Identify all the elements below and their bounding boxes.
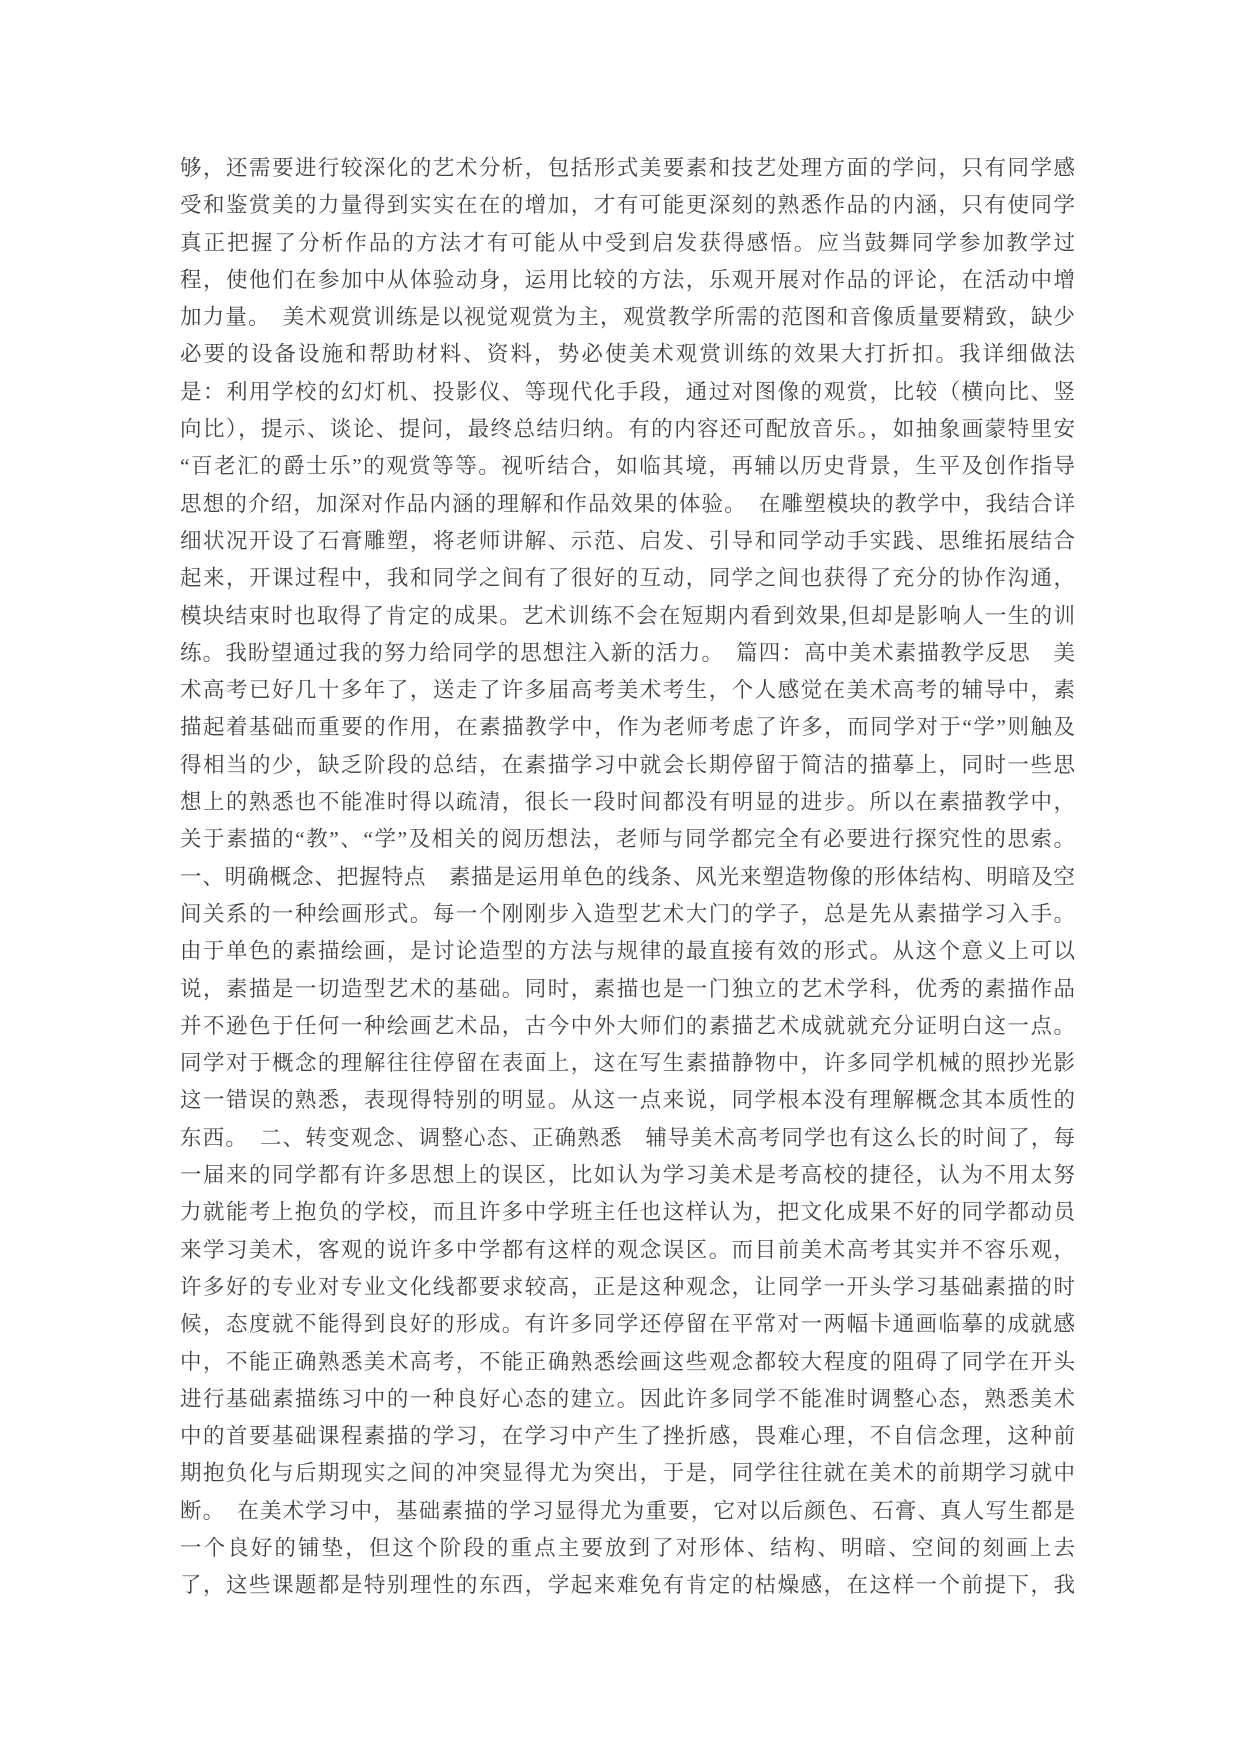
text-line: 受和鉴赏美的力量得到实实在在的增加，才有可能更深刻的熟悉作品的内涵，只有使同学 bbox=[180, 193, 1075, 218]
text-line: 间关系的一种绘画形式。每一个刚刚步入造型艺术大门的学子，总是先从素描学习入手。 bbox=[180, 901, 1075, 926]
text-line: 程，使他们在参加中从体验动身，运用比较的方法，乐观开展对作品的评论，在活动中增 bbox=[180, 267, 1075, 292]
text-line: 并不逊色于任何一种绘画艺术品，古今中外大师们的素描艺术成就就充分证明白这一点。 bbox=[180, 1013, 1075, 1038]
text-line: “百老汇的爵士乐”的观赏等等。视听结合，如临其境，再辅以历史背景，生平及创作指导 bbox=[180, 454, 1075, 479]
text-line: 东西。 二、转变观念、调整心态、正确熟悉 辅导美术高考同学也有这么长的时间了，每 bbox=[180, 1125, 1075, 1150]
text-line: 了，这些课题都是特别理性的东西，学起来难免有肯定的枯燥感，在这样一个前提下，我 bbox=[180, 1573, 1075, 1598]
text-line: 得相当的少，缺乏阶段的总结，在素描学习中就会长期停留于简洁的描摹上，同时一些思 bbox=[180, 752, 1075, 777]
text-line: 中的首要基础课程素描的学习，在学习中产生了挫折感，畏难心理，不自信念理，这种前 bbox=[180, 1424, 1075, 1449]
text-line: 来学习美术，客观的说许多中学都有这样的观念误区。而目前美术高考其实并不容乐观， bbox=[180, 1237, 1075, 1262]
text-line: 细状况开设了石膏雕塑，将老师讲解、示范、启发、引导和同学动手实践、思维拓展结合 bbox=[180, 528, 1075, 553]
text-line: 说，素描是一切造型艺术的基础。同时，素描也是一门独立的艺术学科，优秀的素描作品 bbox=[180, 976, 1075, 1001]
text-line: 期抱负化与后期现实之间的冲突显得尤为突出，于是，同学往往就在美术的前期学习就中 bbox=[180, 1461, 1075, 1486]
text-line: 够，还需要进行较深化的艺术分析，包括形式美要素和技艺处理方面的学问，只有同学感 bbox=[180, 156, 1075, 180]
text-line: 模块结束时也取得了肯定的成果。艺术训练不会在短期内看到效果,但却是影响人一生的训 bbox=[180, 603, 1075, 628]
text-line: 一、明确概念、把握特点 素描是运用单色的线条、风光来塑造物像的形体结构、明暗及空 bbox=[180, 864, 1075, 889]
text-line: 向比），提示、谈论、提问，最终总结归纳。有的内容还可配放音乐。，如抽象画蒙特里安 bbox=[180, 417, 1075, 442]
text-line: 想上的熟悉也不能准时得以疏清，很长一段时间都没有明显的进步。所以在素描教学中， bbox=[180, 790, 1075, 815]
text-line: 起来，开课过程中，我和同学之间有了很好的互动，同学之间也获得了充分的协作沟通， bbox=[180, 566, 1075, 591]
text-line: 练。我盼望通过我的努力给同学的思想注入新的活力。 篇四：高中美术素描教学反思 美 bbox=[180, 640, 1075, 665]
text-line: 思想的介绍，加深对作品内涵的理解和作品效果的体验。 在雕塑模块的教学中，我结合详 bbox=[180, 491, 1075, 516]
text-line: 真正把握了分析作品的方法才有可能从中受到启发获得感悟。应当鼓舞同学参加教学过 bbox=[180, 230, 1075, 255]
text-line: 是：利用学校的幻灯机、投影仪、等现代化手段，通过对图像的观赏，比较（横向比、竖 bbox=[180, 379, 1075, 404]
text-line: 中，不能正确熟悉美术高考，不能正确熟悉绘画这些观念都较大程度的阻碍了同学在开头 bbox=[180, 1349, 1075, 1374]
text-line: 加力量。 美术观赏训练是以视觉观赏为主，观赏教学所需的范图和音像质量要精致，缺少 bbox=[180, 305, 1075, 330]
text-line: 同学对于概念的理解往往停留在表面上，这在写生素描静物中，许多同学机械的照抄光影 bbox=[180, 1051, 1075, 1076]
text-line: 描起着基础而重要的作用，在素描教学中，作为老师考虑了许多，而同学对于“学”则触及 bbox=[180, 715, 1075, 740]
text-line: 进行基础素描练习中的一种良好心态的建立。因此许多同学不能准时调整心态，熟悉美术 bbox=[180, 1386, 1075, 1411]
text-line: 术高考已好几十多年了，送走了许多届高考美术考生，个人感觉在美术高考的辅导中，素 bbox=[180, 678, 1075, 703]
text-line: 一个良好的铺垫，但这个阶段的重点主要放到了对形体、结构、明暗、空间的刻画上去 bbox=[180, 1535, 1075, 1560]
text-line: 必要的设备设施和帮助材料、资料，势必使美术观赏训练的效果大打折扣。我详细做法 bbox=[180, 342, 1075, 367]
text-line: 力就能考上抱负的学校，而且许多中学班主任也这样认为，把文化成果不好的同学都动员 bbox=[180, 1200, 1075, 1225]
text-line: 由于单色的素描绘画，是讨论造型的方法与规律的最直接有效的形式。从这个意义上可以 bbox=[180, 939, 1075, 964]
text-line: 关于素描的“教”、“学”及相关的阅历想法，老师与同学都完全有必要进行探究性的思索。 bbox=[180, 827, 1075, 852]
text-line: 许多好的专业对专业文化线都要求较高，正是这种观念，让同学一开头学习基础素描的时 bbox=[180, 1274, 1075, 1299]
text-line: 候，态度就不能得到良好的形成。有许多同学还停留在平常对一两幅卡通画临摹的成就感 bbox=[180, 1312, 1075, 1337]
text-line: 断。 在美术学习中，基础素描的学习显得尤为重要，它对以后颜色、石膏、真人写生都是 bbox=[180, 1498, 1075, 1523]
text-line: 这一错误的熟悉，表现得特别的明显。从这一点来说，同学根本没有理解概念其本质性的 bbox=[180, 1088, 1075, 1113]
text-block bbox=[180, 150, 1075, 1605]
text-line: 一届来的同学都有许多思想上的误区，比如认为学习美术是考高校的捷径，认为不用太努 bbox=[180, 1163, 1075, 1188]
